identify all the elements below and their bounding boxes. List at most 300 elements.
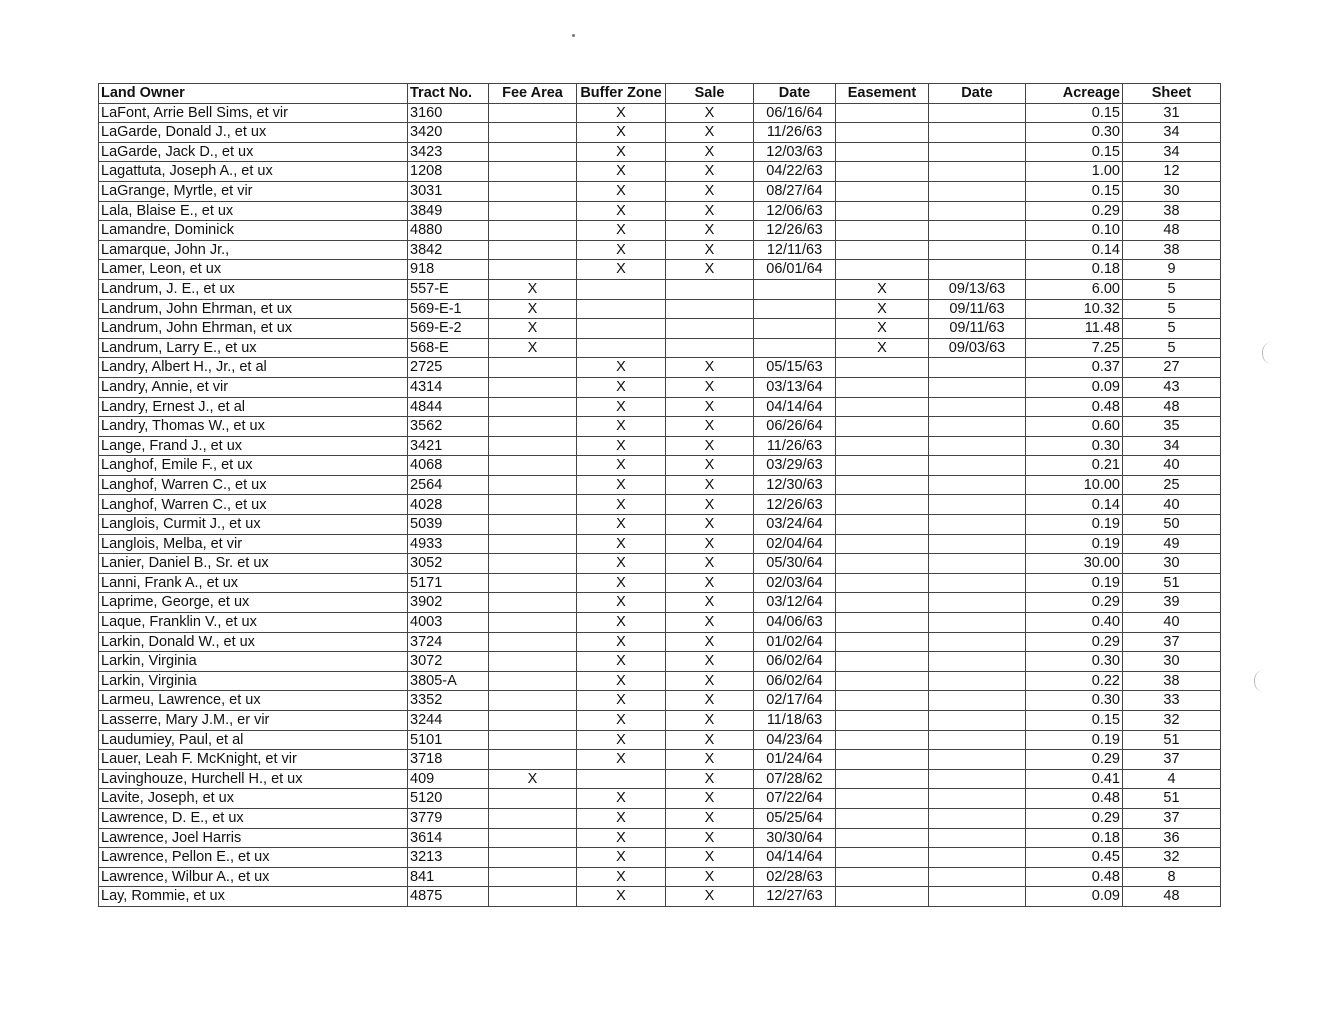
cell-land-owner: Langlois, Melba, et vir [99,534,408,554]
cell-easement [836,162,929,182]
cell-sheet: 40 [1123,495,1221,515]
cell-acreage: 0.29 [1026,750,1123,770]
cell-tract-no: 3421 [408,436,489,456]
cell-land-owner: LaFont, Arrie Bell Sims, et vir [99,103,408,123]
cell-easement [836,671,929,691]
cell-easement [836,260,929,280]
cell-sale: X [666,769,754,789]
cell-tract-no: 569-E-2 [408,319,489,339]
cell-sale: X [666,554,754,574]
cell-sale-date [754,338,836,358]
cell-easement-date [929,397,1026,417]
cell-easement [836,221,929,241]
cell-buffer-zone [577,299,666,319]
cell-easement-date [929,240,1026,260]
cell-fee-area [489,436,577,456]
cell-buffer-zone: X [577,515,666,535]
cell-tract-no: 3352 [408,691,489,711]
header-sheet: Sheet [1123,84,1221,104]
cell-fee-area [489,181,577,201]
table-row [99,769,1221,789]
cell-acreage: 1.00 [1026,162,1123,182]
cell-sale-date: 04/23/64 [754,730,836,750]
cell-fee-area [489,887,577,907]
cell-tract-no: 4028 [408,495,489,515]
cell-sale: X [666,162,754,182]
cell-land-owner: Lavinghouze, Hurchell H., et ux [99,769,408,789]
cell-buffer-zone: X [577,730,666,750]
cell-sale-date: 02/28/63 [754,867,836,887]
table-body [99,103,1221,906]
cell-easement [836,377,929,397]
cell-easement-date [929,456,1026,476]
cell-sale: X [666,436,754,456]
table-row [99,260,1221,280]
cell-fee-area [489,515,577,535]
cell-land-owner: Langhof, Warren C., et ux [99,495,408,515]
cell-acreage: 0.30 [1026,691,1123,711]
cell-buffer-zone: X [577,750,666,770]
cell-land-owner: Lavite, Joseph, et ux [99,789,408,809]
cell-easement [836,181,929,201]
table-row [99,515,1221,535]
cell-land-owner: Lawrence, Pellon E., et ux [99,848,408,868]
cell-fee-area [489,456,577,476]
table-row [99,711,1221,731]
cell-buffer-zone: X [577,828,666,848]
cell-sale: X [666,123,754,143]
table-row [99,750,1221,770]
cell-sheet: 48 [1123,887,1221,907]
cell-land-owner: Langhof, Emile F., et ux [99,456,408,476]
cell-buffer-zone: X [577,495,666,515]
cell-easement [836,456,929,476]
cell-buffer-zone: X [577,201,666,221]
cell-acreage: 0.15 [1026,181,1123,201]
cell-sheet: 12 [1123,162,1221,182]
cell-easement-date [929,711,1026,731]
cell-sheet: 5 [1123,299,1221,319]
cell-buffer-zone: X [577,848,666,868]
cell-land-owner: LaGarde, Donald J., et ux [99,123,408,143]
cell-land-owner: Laprime, George, et ux [99,593,408,613]
cell-acreage: 0.15 [1026,103,1123,123]
cell-tract-no: 5101 [408,730,489,750]
cell-easement-date [929,573,1026,593]
cell-sale-date: 03/12/64 [754,593,836,613]
cell-buffer-zone: X [577,573,666,593]
cell-sale: X [666,417,754,437]
cell-easement-date [929,613,1026,633]
header-row [99,84,1221,104]
cell-easement-date [929,887,1026,907]
cell-buffer-zone [577,279,666,299]
cell-fee-area [489,632,577,652]
cell-sale-date: 01/24/64 [754,750,836,770]
cell-land-owner: LaGarde, Jack D., et ux [99,142,408,162]
cell-sale-date: 02/04/64 [754,534,836,554]
cell-fee-area [489,201,577,221]
cell-tract-no: 3718 [408,750,489,770]
cell-sheet: 5 [1123,279,1221,299]
cell-sale-date: 06/16/64 [754,103,836,123]
cell-easement [836,789,929,809]
cell-sale: X [666,808,754,828]
cell-acreage: 0.21 [1026,456,1123,476]
cell-fee-area [489,240,577,260]
cell-buffer-zone: X [577,436,666,456]
cell-sheet: 51 [1123,573,1221,593]
table-row [99,103,1221,123]
cell-sale: X [666,456,754,476]
table-row [99,377,1221,397]
cell-acreage: 0.45 [1026,848,1123,868]
cell-acreage: 6.00 [1026,279,1123,299]
cell-easement-date [929,730,1026,750]
cell-sheet: 9 [1123,260,1221,280]
cell-easement [836,123,929,143]
cell-sale: X [666,632,754,652]
cell-acreage: 0.09 [1026,887,1123,907]
cell-land-owner: Landrum, J. E., et ux [99,279,408,299]
cell-easement [836,515,929,535]
cell-acreage: 11.48 [1026,319,1123,339]
cell-tract-no: 409 [408,769,489,789]
cell-tract-no: 3779 [408,808,489,828]
cell-easement [836,808,929,828]
cell-tract-no: 3902 [408,593,489,613]
cell-fee-area [489,711,577,731]
cell-easement-date [929,181,1026,201]
cell-acreage: 0.14 [1026,495,1123,515]
cell-acreage: 0.19 [1026,573,1123,593]
cell-sale-date: 08/27/64 [754,181,836,201]
cell-buffer-zone [577,769,666,789]
cell-acreage: 30.00 [1026,554,1123,574]
cell-tract-no: 5039 [408,515,489,535]
cell-sale [666,299,754,319]
scan-edge-mark [1262,342,1273,364]
cell-easement-date: 09/13/63 [929,279,1026,299]
cell-sheet: 48 [1123,221,1221,241]
cell-sale-date: 30/30/64 [754,828,836,848]
cell-sheet: 48 [1123,397,1221,417]
table-row [99,475,1221,495]
cell-buffer-zone: X [577,534,666,554]
cell-buffer-zone: X [577,613,666,633]
cell-acreage: 0.22 [1026,671,1123,691]
cell-acreage: 10.32 [1026,299,1123,319]
cell-sheet: 39 [1123,593,1221,613]
table-row [99,632,1221,652]
cell-tract-no: 4880 [408,221,489,241]
cell-fee-area [489,593,577,613]
cell-fee-area [489,750,577,770]
cell-easement-date [929,377,1026,397]
cell-fee-area [489,475,577,495]
cell-sale: X [666,730,754,750]
scan-speck [572,34,575,37]
cell-sale-date: 12/06/63 [754,201,836,221]
table-row [99,299,1221,319]
cell-sheet: 36 [1123,828,1221,848]
cell-easement [836,769,929,789]
cell-easement-date: 09/11/63 [929,299,1026,319]
cell-fee-area: X [489,319,577,339]
cell-tract-no: 2725 [408,358,489,378]
cell-easement-date [929,750,1026,770]
cell-easement-date [929,808,1026,828]
cell-easement-date [929,142,1026,162]
cell-acreage: 0.29 [1026,201,1123,221]
cell-sheet: 38 [1123,671,1221,691]
cell-sale: X [666,397,754,417]
cell-sale [666,338,754,358]
cell-land-owner: Larmeu, Lawrence, et ux [99,691,408,711]
cell-buffer-zone: X [577,240,666,260]
cell-easement [836,750,929,770]
cell-easement-date: 09/11/63 [929,319,1026,339]
cell-buffer-zone: X [577,632,666,652]
cell-acreage: 0.30 [1026,436,1123,456]
cell-land-owner: Landry, Albert H., Jr., et al [99,358,408,378]
table-row [99,142,1221,162]
cell-tract-no: 3213 [408,848,489,868]
cell-sale-date: 06/26/64 [754,417,836,437]
cell-sale: X [666,103,754,123]
cell-sale-date: 05/15/63 [754,358,836,378]
cell-sale-date: 12/30/63 [754,475,836,495]
table-row [99,789,1221,809]
cell-easement-date [929,475,1026,495]
cell-buffer-zone: X [577,711,666,731]
cell-acreage: 0.15 [1026,711,1123,731]
table-row [99,730,1221,750]
cell-fee-area [489,808,577,828]
cell-fee-area [489,789,577,809]
cell-land-owner: Langhof, Warren C., et ux [99,475,408,495]
cell-sale: X [666,534,754,554]
cell-sale-date: 03/13/64 [754,377,836,397]
cell-sale-date: 01/02/64 [754,632,836,652]
cell-fee-area [489,123,577,143]
cell-buffer-zone: X [577,377,666,397]
cell-sale-date: 12/26/63 [754,221,836,241]
cell-sale-date: 12/26/63 [754,495,836,515]
cell-easement-date [929,495,1026,515]
cell-fee-area: X [489,279,577,299]
cell-acreage: 0.37 [1026,358,1123,378]
cell-acreage: 0.19 [1026,730,1123,750]
cell-easement-date [929,123,1026,143]
cell-sale-date: 07/22/64 [754,789,836,809]
table-row [99,573,1221,593]
cell-sale: X [666,867,754,887]
cell-sheet: 38 [1123,201,1221,221]
cell-buffer-zone: X [577,103,666,123]
cell-buffer-zone: X [577,358,666,378]
cell-sale-date: 11/18/63 [754,711,836,731]
cell-land-owner: Landry, Ernest J., et al [99,397,408,417]
cell-acreage: 0.14 [1026,240,1123,260]
cell-fee-area [489,495,577,515]
cell-acreage: 0.29 [1026,593,1123,613]
cell-buffer-zone: X [577,789,666,809]
cell-sale-date [754,299,836,319]
cell-sheet: 4 [1123,769,1221,789]
table-row [99,279,1221,299]
cell-tract-no: 3420 [408,123,489,143]
cell-sale: X [666,495,754,515]
cell-sale: X [666,593,754,613]
cell-sale-date: 12/11/63 [754,240,836,260]
cell-easement [836,495,929,515]
cell-acreage: 0.48 [1026,397,1123,417]
cell-land-owner: Laudumiey, Paul, et al [99,730,408,750]
cell-sheet: 27 [1123,358,1221,378]
cell-sheet: 31 [1123,103,1221,123]
cell-land-owner: Larkin, Donald W., et ux [99,632,408,652]
table-row [99,201,1221,221]
cell-land-owner: Lagattuta, Joseph A., et ux [99,162,408,182]
cell-easement [836,887,929,907]
cell-sale: X [666,475,754,495]
cell-easement [836,240,929,260]
cell-sale: X [666,377,754,397]
cell-tract-no: 4933 [408,534,489,554]
cell-tract-no: 4314 [408,377,489,397]
cell-tract-no: 4844 [408,397,489,417]
cell-buffer-zone: X [577,671,666,691]
table-row [99,240,1221,260]
cell-sale-date: 04/06/63 [754,613,836,633]
cell-tract-no: 4875 [408,887,489,907]
header-buffer-zone: Buffer Zone [577,84,666,104]
cell-tract-no: 1208 [408,162,489,182]
cell-buffer-zone: X [577,181,666,201]
cell-sale: X [666,573,754,593]
cell-easement [836,103,929,123]
cell-land-owner: Laque, Franklin V., et ux [99,613,408,633]
cell-easement-date [929,515,1026,535]
cell-sale: X [666,221,754,241]
cell-easement-date [929,162,1026,182]
cell-easement [836,632,929,652]
cell-sale: X [666,828,754,848]
cell-sale [666,319,754,339]
cell-buffer-zone: X [577,260,666,280]
cell-easement: X [836,338,929,358]
cell-sale-date: 11/26/63 [754,436,836,456]
cell-fee-area [489,142,577,162]
header-fee-area: Fee Area [489,84,577,104]
cell-buffer-zone: X [577,691,666,711]
cell-easement-date [929,593,1026,613]
cell-tract-no: 4003 [408,613,489,633]
cell-buffer-zone: X [577,142,666,162]
cell-acreage: 10.00 [1026,475,1123,495]
cell-fee-area: X [489,338,577,358]
cell-sale-date: 07/28/62 [754,769,836,789]
cell-easement-date [929,828,1026,848]
cell-land-owner: Lay, Rommie, et ux [99,887,408,907]
table-row [99,848,1221,868]
cell-easement-date [929,201,1026,221]
cell-land-owner: Landry, Thomas W., et ux [99,417,408,437]
cell-tract-no: 841 [408,867,489,887]
cell-sale-date: 02/03/64 [754,573,836,593]
cell-easement [836,201,929,221]
cell-buffer-zone: X [577,475,666,495]
cell-sale-date: 04/14/64 [754,397,836,417]
table-row [99,652,1221,672]
header-acreage: Acreage [1026,84,1123,104]
cell-sheet: 35 [1123,417,1221,437]
cell-sheet: 33 [1123,691,1221,711]
cell-acreage: 0.29 [1026,632,1123,652]
cell-buffer-zone: X [577,123,666,143]
cell-sale: X [666,789,754,809]
cell-easement [836,730,929,750]
cell-land-owner: Lanni, Frank A., et ux [99,573,408,593]
cell-fee-area [489,730,577,750]
cell-tract-no: 5120 [408,789,489,809]
cell-sale: X [666,260,754,280]
cell-easement [836,436,929,456]
cell-tract-no: 5171 [408,573,489,593]
cell-buffer-zone: X [577,456,666,476]
cell-sale: X [666,652,754,672]
cell-acreage: 0.15 [1026,142,1123,162]
cell-sale-date: 05/25/64 [754,808,836,828]
cell-sheet: 32 [1123,848,1221,868]
cell-fee-area [489,417,577,437]
header-easement: Easement [836,84,929,104]
cell-tract-no: 3849 [408,201,489,221]
cell-sale-date: 06/01/64 [754,260,836,280]
cell-fee-area [489,260,577,280]
cell-fee-area [489,358,577,378]
cell-land-owner: Lamarque, John Jr., [99,240,408,260]
cell-land-owner: Larkin, Virginia [99,652,408,672]
cell-acreage: 0.48 [1026,789,1123,809]
cell-sale-date: 12/27/63 [754,887,836,907]
table-row [99,613,1221,633]
cell-tract-no: 569-E-1 [408,299,489,319]
cell-land-owner: Lamer, Leon, et ux [99,260,408,280]
cell-easement [836,828,929,848]
cell-sheet: 8 [1123,867,1221,887]
cell-fee-area: X [489,299,577,319]
cell-easement [836,397,929,417]
cell-sheet: 25 [1123,475,1221,495]
cell-easement [836,613,929,633]
cell-fee-area [489,613,577,633]
cell-buffer-zone [577,338,666,358]
cell-sale: X [666,181,754,201]
cell-sale: X [666,142,754,162]
cell-sale: X [666,711,754,731]
cell-tract-no: 3614 [408,828,489,848]
cell-sheet: 37 [1123,808,1221,828]
table-row [99,221,1221,241]
cell-buffer-zone: X [577,887,666,907]
cell-sheet: 40 [1123,613,1221,633]
cell-easement [836,417,929,437]
cell-fee-area [489,554,577,574]
cell-easement [836,554,929,574]
cell-tract-no: 2564 [408,475,489,495]
